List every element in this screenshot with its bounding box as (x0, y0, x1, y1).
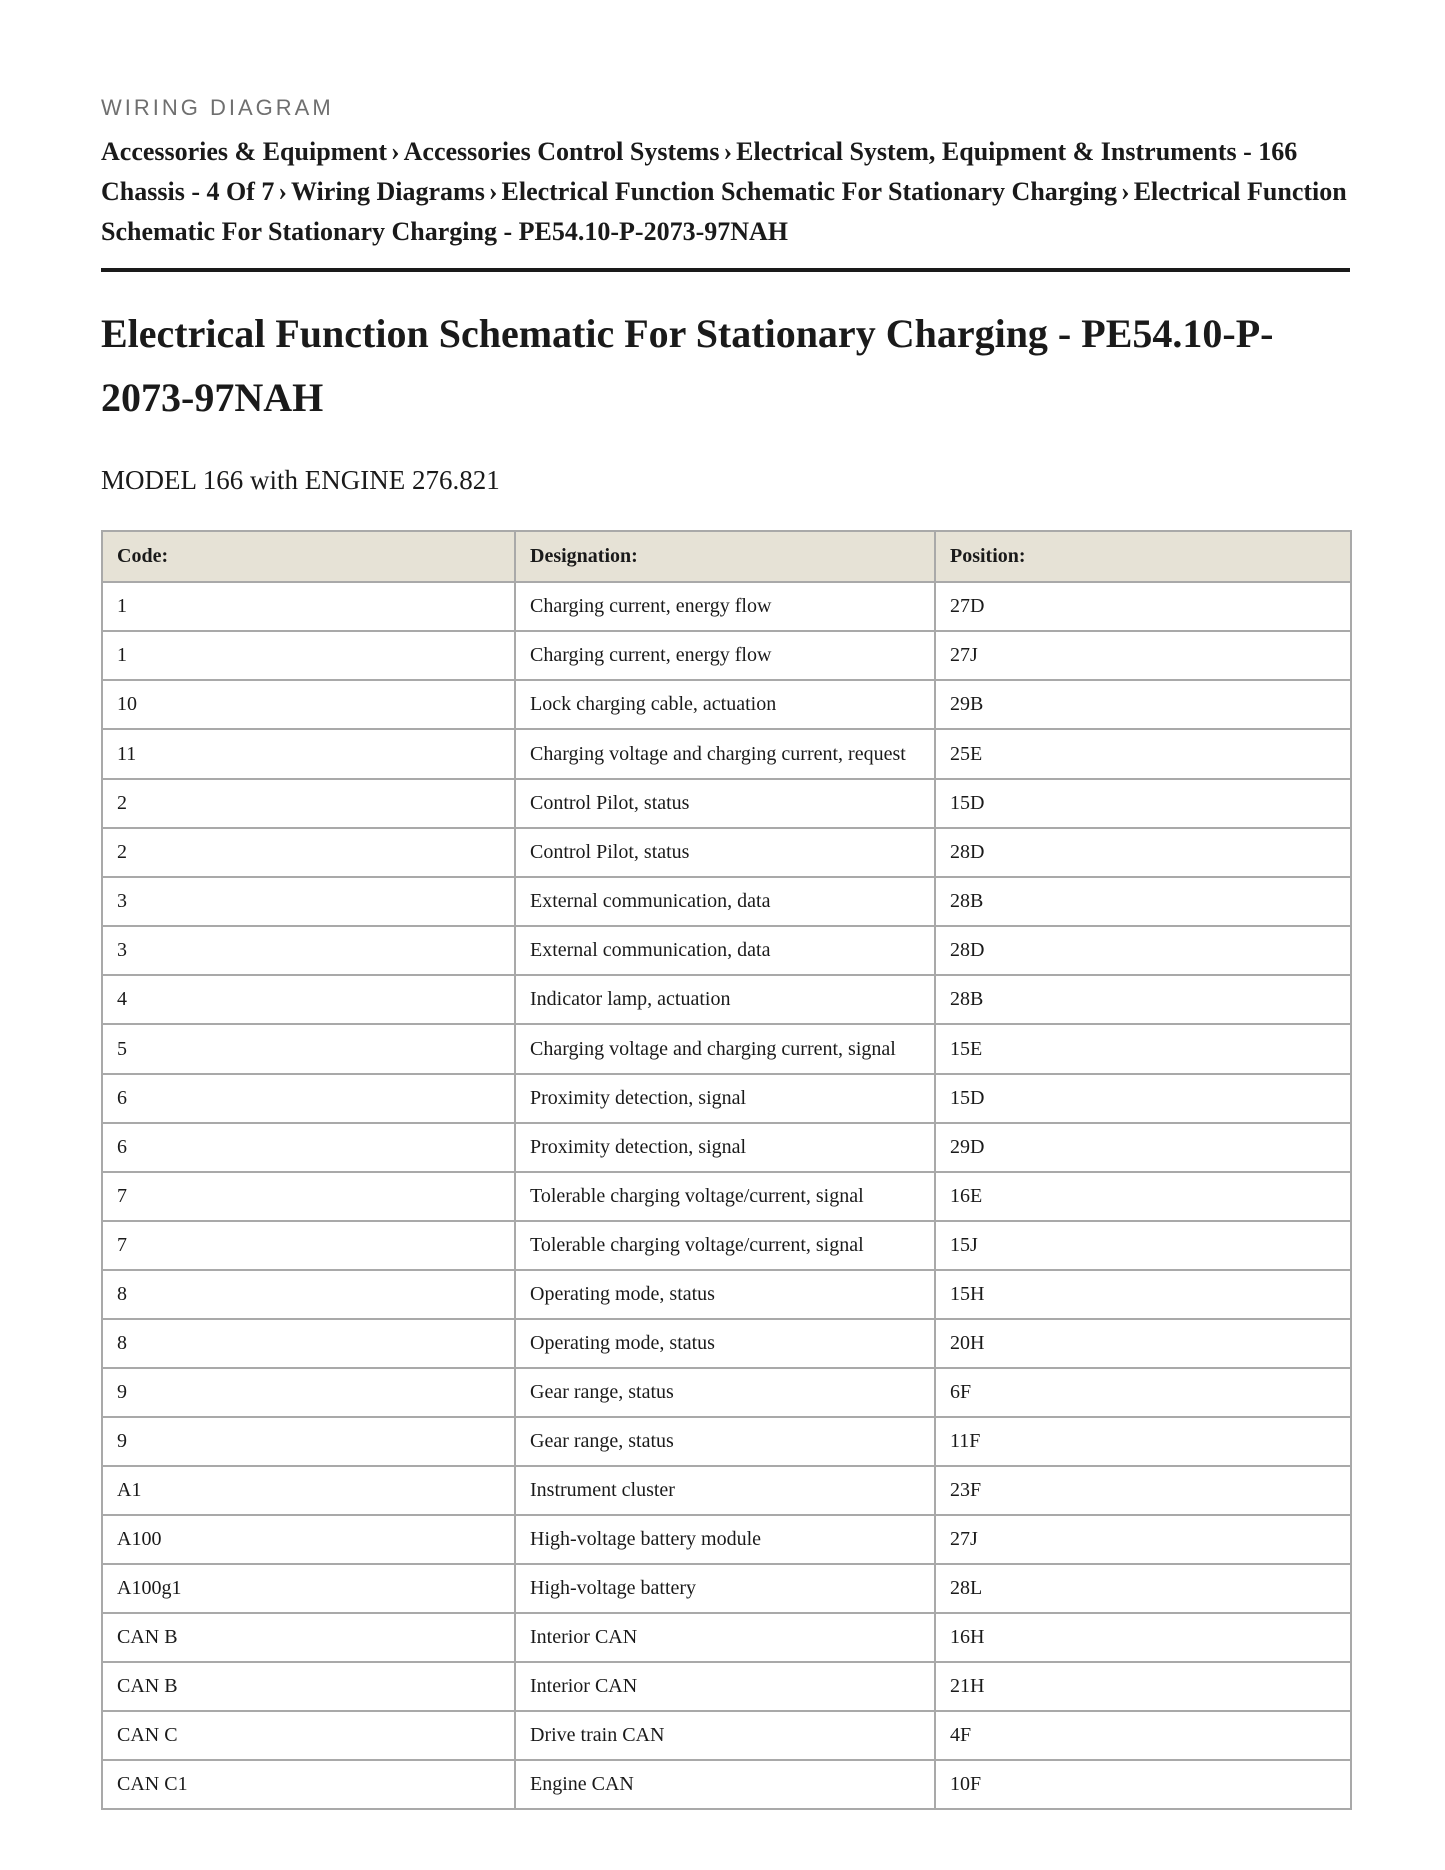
cell-designation: Instrument cluster (515, 1466, 935, 1515)
cell-designation: Operating mode, status (515, 1270, 935, 1319)
breadcrumb-item[interactable]: Electrical System, Equipment & Instruments - 166 Chassis - 4 Of 7 (101, 137, 1298, 206)
cell-designation: Gear range, status (515, 1417, 935, 1466)
cell-position: 21H (935, 1662, 1351, 1711)
cell-designation: Drive train CAN (515, 1711, 935, 1760)
cell-code: A100g1 (102, 1564, 515, 1613)
table-row (102, 1024, 1351, 1074)
cell-position: 29D (935, 1123, 1351, 1172)
cell-code: A100 (102, 1515, 515, 1564)
table-row (102, 926, 1351, 975)
column-header-position: Position: (935, 531, 1351, 582)
cell-code: CAN C1 (102, 1760, 515, 1809)
cell-code: 6 (102, 1123, 515, 1172)
cell-designation: Control Pilot, status (515, 828, 935, 877)
table-row (102, 1662, 1351, 1711)
table-header-row (102, 531, 1351, 582)
table-row (102, 1221, 1351, 1270)
cell-designation: Charging current, energy flow (515, 631, 935, 680)
table-row (102, 729, 1351, 779)
cell-designation: Proximity detection, signal (515, 1074, 935, 1123)
cell-position: 15H (935, 1270, 1351, 1319)
cell-designation: Proximity detection, signal (515, 1123, 935, 1172)
table-row (102, 828, 1351, 877)
column-header-code: Code: (102, 531, 515, 582)
cell-position: 28L (935, 1564, 1351, 1613)
table-body (102, 582, 1351, 1809)
cell-position: 28D (935, 828, 1351, 877)
cell-code: 8 (102, 1319, 515, 1368)
table-row (102, 1711, 1351, 1760)
cell-designation: External communication, data (515, 877, 935, 926)
cell-position: 16H (935, 1613, 1351, 1662)
cell-code: 9 (102, 1417, 515, 1466)
cell-code: 1 (102, 631, 515, 680)
table-row (102, 1074, 1351, 1123)
table-row (102, 1172, 1351, 1221)
breadcrumb-separator: › (488, 177, 498, 206)
table-row (102, 1123, 1351, 1172)
cell-code: 6 (102, 1074, 515, 1123)
cell-code: CAN C (102, 1711, 515, 1760)
cell-code: 1 (102, 582, 515, 631)
cell-designation: Lock charging cable, actuation (515, 680, 935, 729)
table-row (102, 1270, 1351, 1319)
code-table (101, 530, 1352, 1810)
cell-position: 25E (935, 729, 1351, 779)
cell-code: CAN B (102, 1613, 515, 1662)
cell-code: 9 (102, 1368, 515, 1417)
table-row (102, 1466, 1351, 1515)
table-row (102, 1515, 1351, 1564)
cell-code: 7 (102, 1172, 515, 1221)
cell-code: 5 (102, 1024, 515, 1074)
cell-designation: High-voltage battery (515, 1564, 935, 1613)
column-header-designation: Designation: (515, 531, 935, 582)
document-page (101, 92, 1350, 1810)
cell-position: 16E (935, 1172, 1351, 1221)
cell-code: 4 (102, 975, 515, 1024)
cell-designation: Operating mode, status (515, 1319, 935, 1368)
cell-position: 23F (935, 1466, 1351, 1515)
breadcrumb (101, 132, 1350, 272)
page-title: Electrical Function Schematic For Stationary Charging - PE54.10-P-2073-97NAH (101, 311, 1274, 420)
cell-designation: Tolerable charging voltage/current, signal (515, 1172, 935, 1221)
table-row (102, 631, 1351, 680)
cell-designation: Gear range, status (515, 1368, 935, 1417)
table-row (102, 1417, 1351, 1466)
table-row (102, 582, 1351, 631)
cell-position: 28B (935, 975, 1351, 1024)
table-row (102, 680, 1351, 729)
cell-position: 11F (935, 1417, 1351, 1466)
cell-designation: Charging voltage and charging current, request (515, 729, 935, 779)
cell-code: 3 (102, 926, 515, 975)
cell-code: CAN B (102, 1662, 515, 1711)
cell-position: 15E (935, 1024, 1351, 1074)
breadcrumb-separator: › (1121, 177, 1130, 206)
cell-designation: Tolerable charging voltage/current, signal (515, 1221, 935, 1270)
cell-position: 28D (935, 926, 1351, 975)
cell-position: 4F (935, 1711, 1351, 1760)
cell-code: 2 (102, 828, 515, 877)
table-row (102, 1760, 1351, 1809)
cell-designation: Indicator lamp, actuation (515, 975, 935, 1024)
cell-position: 20H (935, 1319, 1351, 1368)
model-subtitle: MODEL 166 with ENGINE 276.821 (101, 465, 500, 495)
breadcrumb-separator: › (278, 177, 288, 206)
cell-designation: Engine CAN (515, 1760, 935, 1809)
table-row (102, 975, 1351, 1024)
cell-code: 10 (102, 680, 515, 729)
cell-position: 15D (935, 779, 1351, 828)
cell-designation: Interior CAN (515, 1662, 935, 1711)
breadcrumb-item[interactable]: Electrical Function Schematic For Stationary Charging (501, 177, 1118, 206)
cell-position: 27J (935, 1515, 1351, 1564)
breadcrumb-item[interactable]: Wiring Diagrams (291, 177, 485, 206)
breadcrumb-item[interactable]: Accessories Control Systems (403, 137, 720, 166)
cell-position: 28B (935, 877, 1351, 926)
table-row (102, 1564, 1351, 1613)
cell-position: 10F (935, 1760, 1351, 1809)
section-label: WIRING DIAGRAM (101, 95, 334, 120)
breadcrumb-separator: › (723, 137, 733, 166)
cell-position: 6F (935, 1368, 1351, 1417)
cell-position: 27D (935, 582, 1351, 631)
table-row (102, 877, 1351, 926)
breadcrumb-separator: › (390, 137, 400, 166)
cell-code: 11 (102, 729, 515, 779)
table-row (102, 1319, 1351, 1368)
cell-code: 2 (102, 779, 515, 828)
cell-designation: Interior CAN (515, 1613, 935, 1662)
cell-designation: Charging current, energy flow (515, 582, 935, 631)
cell-code: 3 (102, 877, 515, 926)
cell-designation: Control Pilot, status (515, 779, 935, 828)
table-row (102, 1368, 1351, 1417)
cell-designation: External communication, data (515, 926, 935, 975)
breadcrumb-item[interactable]: Electrical Function Schematic For Stationary Charging - PE54.10-P-2073-97NAH (101, 177, 1347, 246)
breadcrumb-item[interactable]: Accessories & Equipment (101, 137, 387, 166)
cell-position: 27J (935, 631, 1351, 680)
cell-code: 8 (102, 1270, 515, 1319)
cell-code: 7 (102, 1221, 515, 1270)
cell-position: 15J (935, 1221, 1351, 1270)
cell-position: 15D (935, 1074, 1351, 1123)
table-row (102, 1613, 1351, 1662)
cell-designation: Charging voltage and charging current, signal (515, 1024, 935, 1074)
table-row (102, 779, 1351, 828)
cell-designation: High-voltage battery module (515, 1515, 935, 1564)
cell-code: A1 (102, 1466, 515, 1515)
cell-position: 29B (935, 680, 1351, 729)
